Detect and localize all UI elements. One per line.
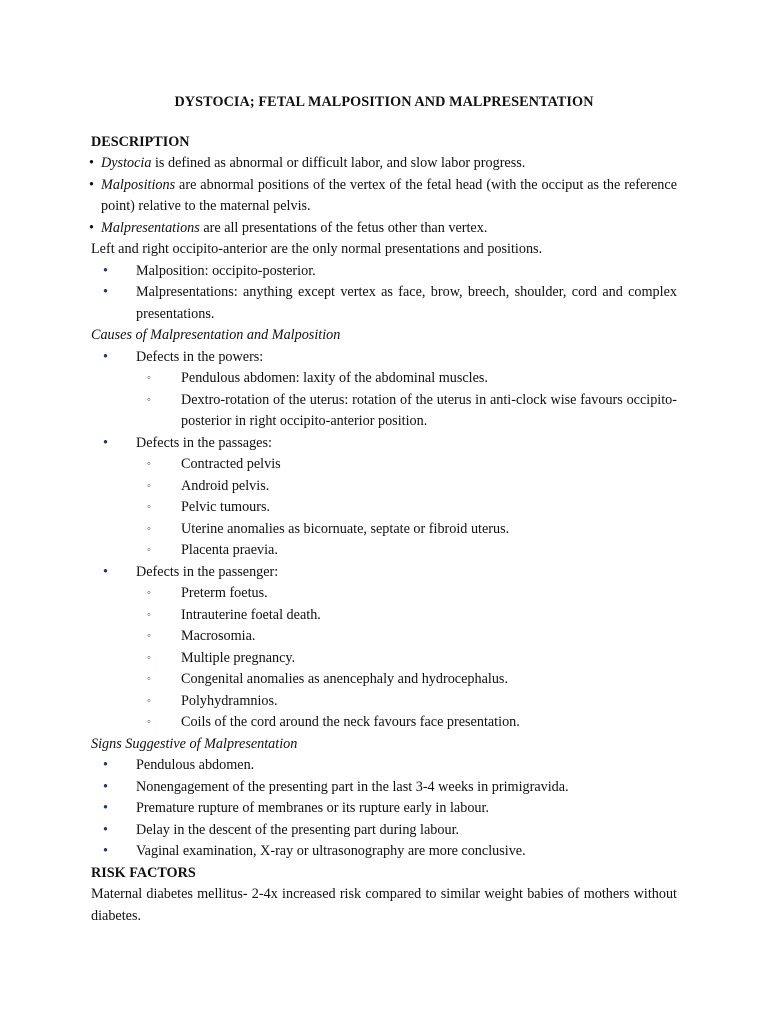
sub-list-item-text: Coils of the cord around the neck favours face presentation. [181,714,520,730]
sub-list-item-text: Android pelvis. [181,477,270,494]
bullet-marker: • [103,284,108,300]
sub-list-item-text: Intrauterine foetal death. [181,606,321,623]
sub-list-item [91,583,677,605]
bullet-marker: • [89,219,94,236]
bullet-marker: • [103,757,108,773]
bullet-marker: • [103,843,108,859]
list-item [91,841,677,863]
bullet-marker: • [103,778,108,795]
sub-bullet-marker: ◦ [147,522,151,535]
sub-list-item-text: Polyhydramnios. [181,692,278,709]
sub-list-item-text: Pendulous abdomen: laxity of the abdominal muscles. [181,370,488,386]
definition-term: Malpresentations [101,219,200,236]
cause-group-label [91,562,677,584]
bullet-marker: • [103,800,108,816]
risk-factors-text: Maternal diabetes mellitus- 2-4x increased risk compared to similar weight babies of mothers without diabetes. [91,886,677,924]
definition-malpresentations [91,218,677,240]
list-item [91,755,677,777]
sub-list-item [91,368,677,390]
document-content [91,92,677,927]
sub-bullet-marker: ◦ [147,694,151,707]
sub-bullet-marker: ◦ [147,673,151,685]
bullet-marker: • [103,262,108,279]
definition-dystocia [91,153,677,175]
sub-list-item-text: Pelvic tumours. [181,499,271,515]
sub-bullet-marker: ◦ [147,458,151,470]
sub-bullet-marker: ◦ [147,587,151,599]
sub-list-item-text: Contracted pelvis [181,456,281,472]
bullet-marker: • [89,176,94,193]
sub-list-item [91,626,677,648]
cause-group-label [91,433,677,455]
sub-list-item [91,390,677,433]
sub-list-item [91,519,677,541]
sub-list-item [91,648,677,670]
normal-presentation-statement: Left and right occipito-anterior are the only normal presentations and positions. [91,241,543,257]
sub-list-item-text: Preterm foetus. [181,585,268,601]
definition-text: are all presentations of the fetus other than vertex. [199,219,488,236]
sub-bullet-marker: ◦ [147,393,151,406]
list-item-text: Malposition: occipito-posterior. [136,262,316,279]
bullet-marker: • [103,563,108,580]
sub-list-item [91,540,677,562]
definition-malpositions [91,175,677,218]
sub-bullet-marker: ◦ [147,716,151,728]
sub-list-item [91,669,677,691]
document-title: DYSTOCIA; FETAL MALPOSITION AND MALPRESENTATION [174,94,594,110]
list-item [91,777,677,799]
list-item-text: Malpresentations: anything except vertex as face, brow, breech, shoulder, cord and complex presentations. [136,284,677,322]
cause-group-text: Defects in the powers: [136,348,264,365]
sub-list-item-text: Placenta praevia. [181,542,278,558]
bullet-marker: • [103,434,108,451]
sub-list-item-text: Multiple pregnancy. [181,649,296,666]
cause-group-text: Defects in the passenger: [136,563,279,580]
list-item [91,261,677,283]
sub-list-item [91,497,677,519]
sub-bullet-marker: ◦ [147,608,151,621]
list-item-text: Premature rupture of membranes or its rupture early in labour. [136,800,489,816]
list-item-text: Delay in the descent of the presenting part during labour. [136,821,460,838]
signs-heading: Signs Suggestive of Malpresentation [91,735,298,752]
sub-list-item-text: Uterine anomalies as bicornuate, septate or fibroid uterus. [181,520,510,537]
definition-term: Dystocia [101,155,152,171]
sub-bullet-marker: ◦ [147,372,151,384]
bullet-marker: • [103,348,108,365]
list-item-text: Pendulous abdomen. [136,757,255,773]
sub-list-item-text: Congenital anomalies as anencephaly and hydrocephalus. [181,671,508,687]
bullet-marker: • [103,821,108,838]
description-heading: DESCRIPTION [91,133,190,150]
sub-list-item [91,691,677,713]
definition-term: Malpositions [101,176,176,193]
sub-bullet-marker: ◦ [147,544,151,556]
sub-bullet-marker: ◦ [147,479,151,492]
cause-group-text: Defects in the passages: [136,434,272,451]
list-item [91,798,677,820]
sub-list-item-text: Macrosomia. [181,628,256,644]
sub-list-item [91,476,677,498]
list-item [91,282,677,325]
definition-text: are abnormal positions of the vertex of the fetal head (with the occiput as the reference point) relative to the maternal pelvis. [101,176,677,214]
risk-factors-heading: RISK FACTORS [91,864,196,881]
bullet-marker: • [89,155,94,171]
sub-bullet-marker: ◦ [147,630,151,642]
sub-list-item [91,712,677,734]
list-item-text: Nonengagement of the presenting part in the last 3-4 weeks in primigravida. [136,778,569,795]
definition-text: is defined as abnormal or difficult labor, and slow labor progress. [151,155,526,171]
list-item [91,820,677,842]
sub-bullet-marker: ◦ [147,651,151,664]
sub-bullet-marker: ◦ [147,501,151,513]
causes-heading: Causes of Malpresentation and Malposition [91,327,341,343]
sub-list-item-text: Dextro-rotation of the uterus: rotation of the uterus in anti-clock wise favours occipito-posterior in right occipito-anterior position. [181,391,677,429]
sub-list-item [91,454,677,476]
list-item-text: Vaginal examination, X-ray or ultrasonography are more conclusive. [136,843,526,859]
sub-list-item [91,605,677,627]
cause-group-label [91,347,677,369]
